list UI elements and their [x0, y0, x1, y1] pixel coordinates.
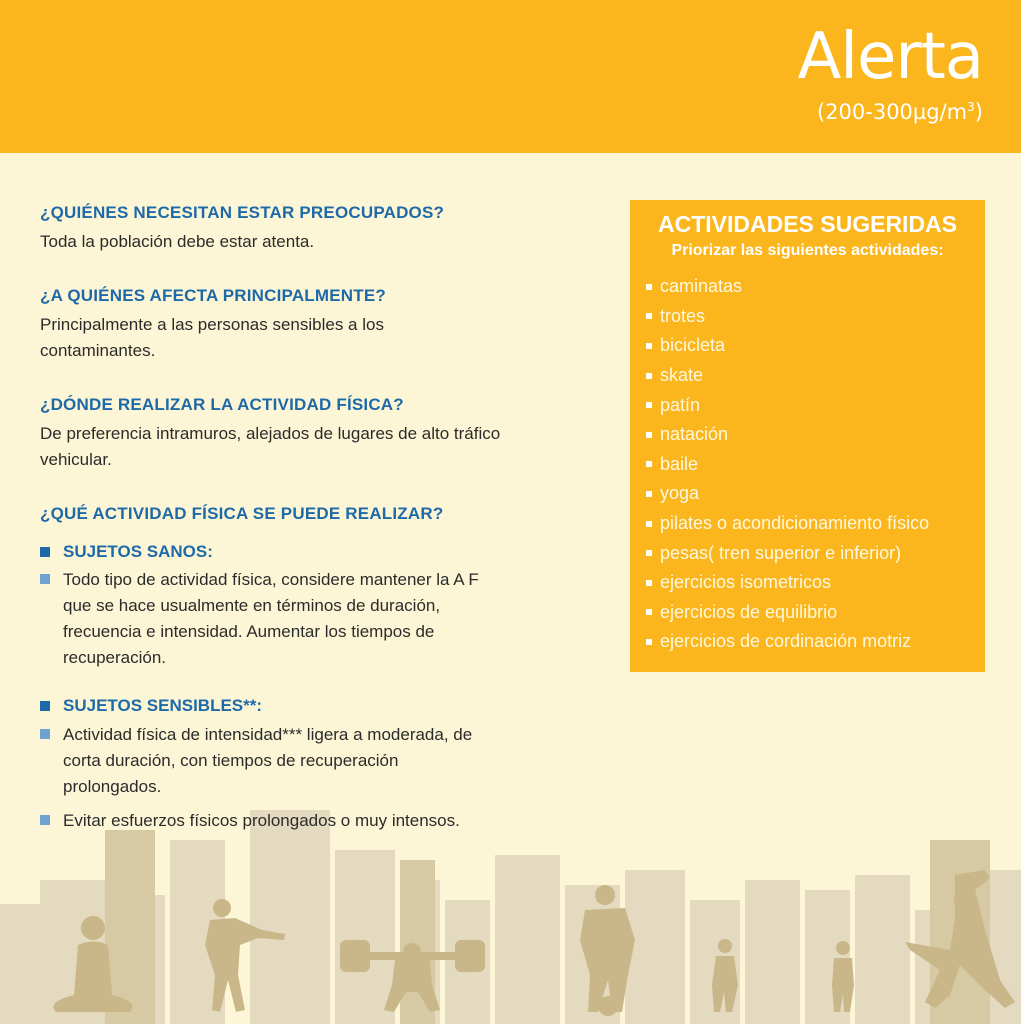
square-bullet-icon — [646, 343, 652, 349]
square-bullet-icon — [646, 432, 652, 438]
activity-item: pesas( tren superior e inferior) — [646, 538, 985, 568]
page-subtitle: $(200-300\mu g/m^3)$ — [816, 100, 983, 124]
square-bullet-icon — [40, 701, 50, 711]
healthy-item: Todo tipo de actividad física, considere mantener la A F que se hace usualmente en términos de duración, frecuencia e intensidad. Aumentar los tiempos de recuperación. — [40, 567, 510, 671]
square-bullet-icon — [40, 815, 50, 825]
healthy-subjects-heading: SUJETOS SANOS: — [40, 542, 213, 562]
square-bullet-icon — [646, 373, 652, 379]
square-bullet-icon — [646, 550, 652, 556]
activity-item: baile — [646, 450, 985, 480]
answer-text: Toda la población debe estar atenta. — [40, 232, 315, 251]
question-block-who-worry — [40, 203, 600, 255]
question-block-where — [40, 395, 600, 473]
activity-item: caminatas — [646, 272, 985, 302]
square-bullet-icon — [646, 461, 652, 467]
question-heading: ¿QUIÉNES NECESITAN ESTAR PREOCUPADOS? — [40, 203, 445, 222]
activity-item: trotes — [646, 302, 985, 332]
question-heading: ¿A QUIÉNES AFECTA PRINCIPALMENTE? — [40, 286, 386, 305]
square-bullet-icon — [40, 729, 50, 739]
square-bullet-icon — [646, 402, 652, 408]
square-bullet-icon — [646, 491, 652, 497]
answer-text: De preferencia intramuros, alejados de lugares de alto tráfico vehicular. — [40, 424, 501, 469]
activity-item: ejercicios de cordinación motriz — [646, 627, 985, 657]
activity-item: ejercicios de equilibrio — [646, 598, 985, 628]
activities-subtitle: Priorizar las siguientes actividades: — [671, 242, 944, 259]
activity-item: ejercicios isometricos — [646, 568, 985, 598]
question-heading: ¿QUÉ ACTIVIDAD FÍSICA SE PUEDE REALIZAR? — [40, 504, 444, 523]
question-heading: ¿DÓNDE REALIZAR LA ACTIVIDAD FÍSICA? — [40, 395, 404, 414]
square-bullet-icon — [646, 521, 652, 527]
activity-item: patín — [646, 390, 985, 420]
activity-item: bicicleta — [646, 331, 985, 361]
square-bullet-icon — [40, 574, 50, 584]
activities-title: ACTIVIDADES SUGERIDAS — [657, 211, 958, 237]
square-bullet-icon — [40, 547, 50, 557]
activity-item: yoga — [646, 479, 985, 509]
header-banner — [0, 0, 1021, 153]
activity-item: skate — [646, 361, 985, 391]
question-block-what-activity — [40, 504, 600, 530]
page-title: Alerta — [797, 20, 983, 94]
square-bullet-icon — [646, 639, 652, 645]
square-bullet-icon — [646, 609, 652, 615]
activities-list — [646, 272, 985, 657]
sensitive-subjects-heading: SUJETOS SENSIBLES**: — [40, 696, 262, 716]
question-block-who-affected — [40, 286, 600, 364]
suggested-activities-box — [630, 200, 985, 672]
activity-item: natación — [646, 420, 985, 450]
activity-item: pilates o acondicionamiento físico — [646, 509, 985, 539]
square-bullet-icon — [646, 580, 652, 586]
answer-text: Principalmente a las personas sensibles a los contaminantes. — [40, 315, 384, 360]
sensitive-item: Evitar esfuerzos físicos prolongados o muy intensos. — [40, 808, 460, 834]
square-bullet-icon — [646, 313, 652, 319]
square-bullet-icon — [646, 284, 652, 290]
sensitive-item: Actividad física de intensidad*** ligera a moderada, de corta duración, con tiempos de recuperación prolongados. — [40, 722, 485, 800]
